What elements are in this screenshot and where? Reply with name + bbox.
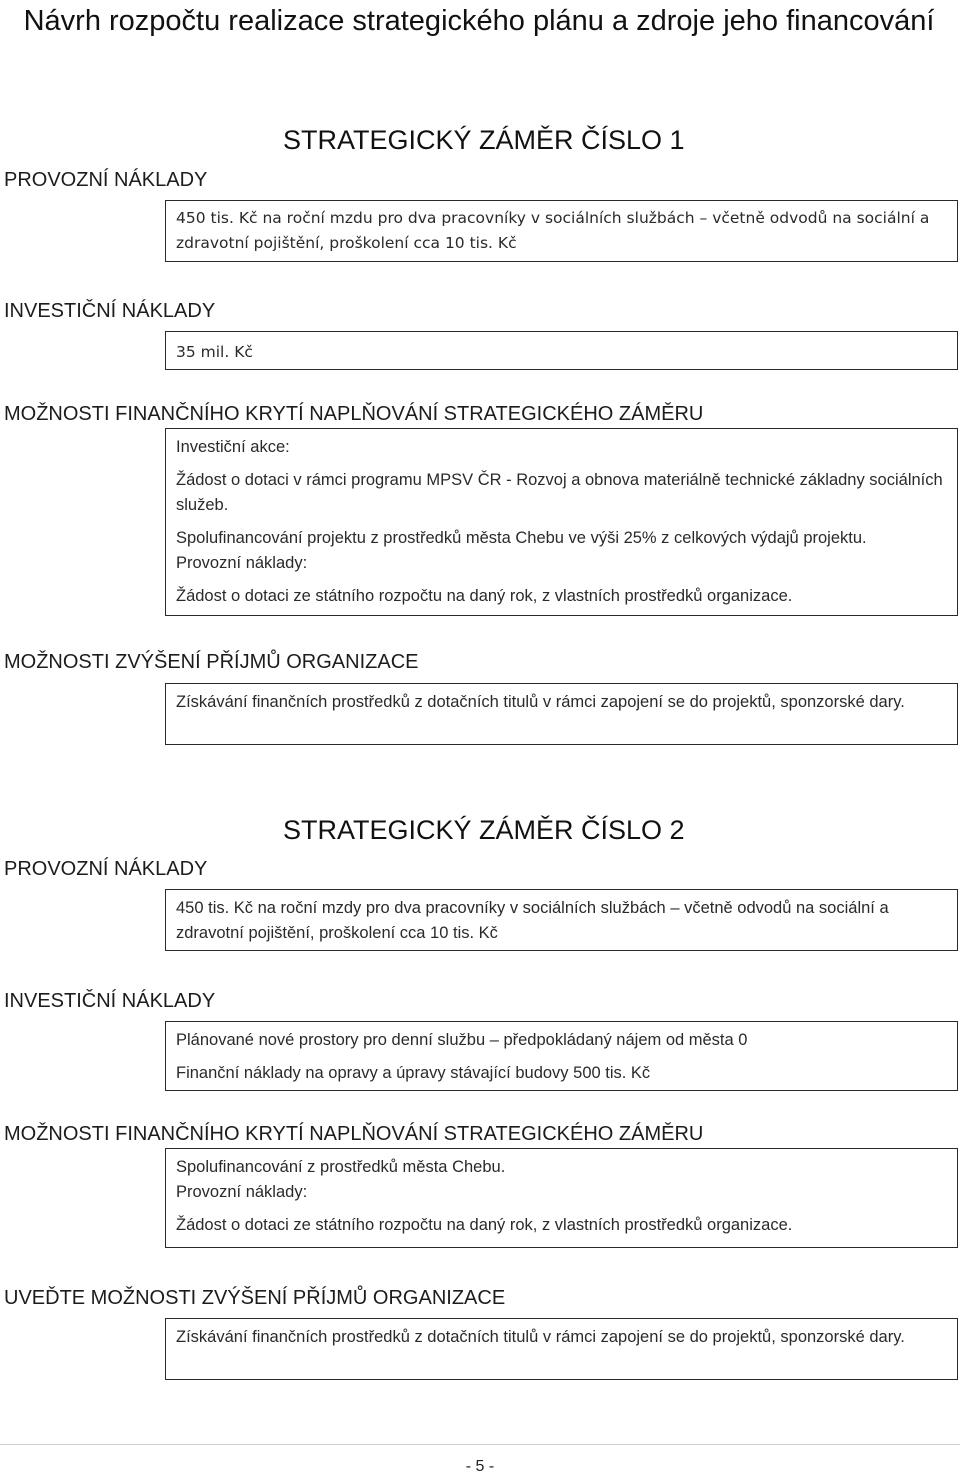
plan2-income-text: Získávání finančních prostředků z dotačních titulů v rámci zapojení se do projektů, sponzorské dary. (176, 1328, 905, 1346)
plan2-funding-box (165, 1148, 958, 1248)
plan2-operating-box (165, 889, 958, 951)
plan2-funding-text: Spolufinancování z prostředků města Chebu. (176, 1158, 506, 1176)
plan2-funding-label: MOŽNOSTI FINANČNÍHO KRYTÍ NAPLŇOVÁNÍ STRATEGICKÉHO ZÁMĚRU (4, 1123, 704, 1145)
plan1-investment-box (165, 331, 958, 370)
plan2-investment-box (165, 1021, 958, 1091)
plan1-funding-invest-text1: Žádost o dotaci v rámci programu MPSV ČR - Rozvoj a obnova materiálně technické základny sociálních služeb. (176, 471, 943, 514)
plan2-investment-label: INVESTIČNÍ NÁKLADY (4, 990, 216, 1012)
plan2-income-label: UVEĎTE MOŽNOSTI ZVÝŠENÍ PŘÍJMŮ ORGANIZACE (4, 1287, 506, 1309)
plan2-investment-text2: Finanční náklady na opravy a úpravy stávající budovy 500 tis. Kč (176, 1064, 651, 1082)
plan2-income-box (165, 1318, 958, 1380)
plan1-funding-oper-label: Provozní náklady: (176, 554, 308, 572)
plan1-income-box (165, 683, 958, 745)
plan2-operating-label: PROVOZNÍ NÁKLADY (4, 858, 208, 880)
plan1-funding-invest-label: Investiční akce: (176, 438, 290, 456)
plan1-investment-label: INVESTIČNÍ NÁKLADY (4, 300, 216, 322)
plan2-investment-text1: Plánované nové prostory pro denní službu – předpokládaný nájem od města 0 (176, 1031, 748, 1049)
page-number: - 5 - (465, 1458, 495, 1475)
plan1-investment-text: 35 mil. Kč (176, 343, 253, 361)
plan2-heading: STRATEGICKÝ ZÁMĚR ČÍSLO 2 (283, 815, 685, 845)
plan1-funding-oper-text: Žádost o dotaci ze státního rozpočtu na daný rok, z vlastních prostředků organizace. (176, 587, 793, 605)
plan2-funding-oper-text: Žádost o dotaci ze státního rozpočtu na daný rok, z vlastních prostředků organizace. (176, 1216, 793, 1234)
plan2-operating-text: 450 tis. Kč na roční mzdy pro dva pracovníky v sociálních službách – včetně odvodů na sociální a zdravotní pojištění, proškolení cca 10 tis. Kč (176, 899, 889, 942)
plan1-operating-label: PROVOZNÍ NÁKLADY (4, 169, 208, 191)
plan1-funding-invest-text2: Spolufinancování projektu z prostředků města Chebu ve výši 25% z celkových výdajů projektu. (176, 529, 867, 547)
document-title: Návrh rozpočtu realizace strategického plánu a zdroje jeho financování (23, 5, 935, 37)
footer-rule (0, 1444, 960, 1445)
plan1-heading: STRATEGICKÝ ZÁMĚR ČÍSLO 1 (283, 125, 685, 155)
plan1-operating-box (165, 200, 958, 262)
plan1-funding-box (165, 428, 958, 616)
plan1-operating-text: 450 tis. Kč na roční mzdu pro dva pracovníky v sociálních službách – včetně odvodů na sociální a zdravotní pojištění, proškolení cca 10 tis. Kč (176, 209, 930, 252)
plan2-funding-oper-label: Provozní náklady: (176, 1183, 308, 1201)
plan1-income-text: Získávání finančních prostředků z dotačních titulů v rámci zapojení se do projektů, sponzorské dary. (176, 693, 905, 711)
plan1-income-label: MOŽNOSTI ZVÝŠENÍ PŘÍJMŮ ORGANIZACE (4, 651, 419, 673)
plan1-funding-label: MOŽNOSTI FINANČNÍHO KRYTÍ NAPLŇOVÁNÍ STRATEGICKÉHO ZÁMĚRU (4, 403, 704, 425)
